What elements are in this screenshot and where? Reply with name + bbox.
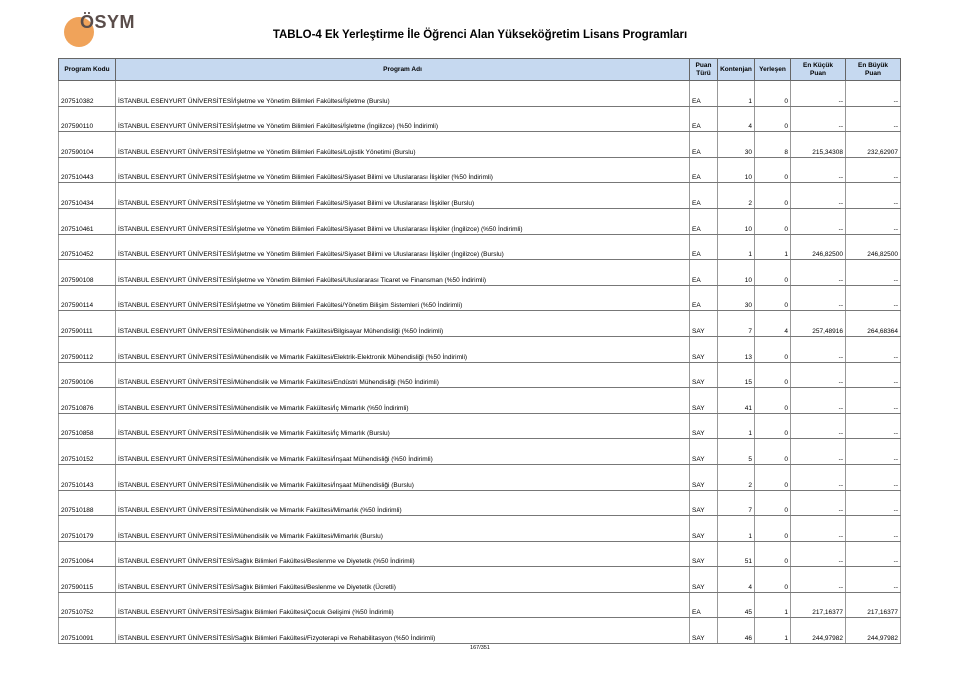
cell-program-code: 207510143 — [59, 464, 116, 490]
table-row — [59, 541, 901, 567]
cell-program-name: İSTANBUL ESENYURT ÜNİVERSİTESİ/Mühendislik ve Mimarlık Fakültesi/İç Mimarlık (Burslu) — [116, 413, 690, 439]
table-row — [59, 439, 901, 465]
cell-program-name: İSTANBUL ESENYURT ÜNİVERSİTESİ/Sağlık Bilimleri Fakültesi/Fizyoterapi ve Rehabilitasyon (%50 İndirimli) — [116, 618, 690, 644]
cell-min-score: -- — [791, 106, 846, 132]
cell-quota: 45 — [718, 592, 755, 618]
cell-program-code: 207510752 — [59, 592, 116, 618]
cell-max-score: -- — [846, 157, 901, 183]
cell-max-score: -- — [846, 490, 901, 516]
cell-program-name: İSTANBUL ESENYURT ÜNİVERSİTESİ/İşletme ve Yönetim Bilimleri Fakültesi/İşletme (İngilizce) (%50 İndirimli) — [116, 106, 690, 132]
cell-quota: 15 — [718, 362, 755, 388]
cell-score-type: SAY — [690, 541, 718, 567]
cell-program-name: İSTANBUL ESENYURT ÜNİVERSİTESİ/İşletme ve Yönetim Bilimleri Fakültesi/Yönetim Bilişim Sistemleri (%50 İndirimli) — [116, 285, 690, 311]
cell-quota: 30 — [718, 285, 755, 311]
cell-quota: 10 — [718, 208, 755, 234]
table-header-row — [59, 59, 901, 81]
header-min-line2: Puan — [810, 69, 826, 77]
cell-quota: 46 — [718, 618, 755, 644]
table-row — [59, 516, 901, 542]
page-title: TABLO-4 Ek Yerleştirme İle Öğrenci Alan Yükseköğretim Lisans Programları — [272, 29, 688, 41]
cell-max-score: 246,82500 — [846, 234, 901, 260]
cell-program-code: 207510434 — [59, 183, 116, 209]
cell-program-code: 207510179 — [59, 516, 116, 542]
cell-placed: 1 — [755, 618, 791, 644]
cell-placed: 4 — [755, 311, 791, 337]
cell-min-score: -- — [791, 81, 846, 107]
cell-program-name: İSTANBUL ESENYURT ÜNİVERSİTESİ/Mühendislik ve Mimarlık Fakültesi/İnşaat Mühendisliği (%50 İndirimli) — [116, 439, 690, 465]
cell-placed: 0 — [755, 516, 791, 542]
cell-score-type: EA — [690, 183, 718, 209]
header-max-line2: Puan — [865, 69, 881, 77]
cell-program-name: İSTANBUL ESENYURT ÜNİVERSİTESİ/Sağlık Bilimleri Fakültesi/Beslenme ve Diyetetik (%50 İndirimli) — [116, 541, 690, 567]
table-row — [59, 81, 901, 107]
cell-max-score: 264,68364 — [846, 311, 901, 337]
cell-placed: 0 — [755, 208, 791, 234]
header-max-score — [846, 59, 901, 81]
cell-min-score: 257,48916 — [791, 311, 846, 337]
cell-program-code: 207510064 — [59, 541, 116, 567]
cell-program-name: İSTANBUL ESENYURT ÜNİVERSİTESİ/İşletme ve Yönetim Bilimleri Fakültesi/Siyaset Bilimi ve Uluslararası İlişkiler (Burslu) — [116, 183, 690, 209]
table-row — [59, 388, 901, 414]
table-row — [59, 490, 901, 516]
cell-max-score: -- — [846, 439, 901, 465]
table-row — [59, 464, 901, 490]
header-program-name: Program Adı — [116, 59, 690, 81]
table-row — [59, 413, 901, 439]
cell-score-type: SAY — [690, 413, 718, 439]
cell-max-score: -- — [846, 81, 901, 107]
cell-placed: 0 — [755, 490, 791, 516]
header-max-line1: En Büyük — [858, 61, 888, 69]
cell-score-type: SAY — [690, 618, 718, 644]
cell-placed: 1 — [755, 592, 791, 618]
cell-program-code: 207590110 — [59, 106, 116, 132]
cell-quota: 5 — [718, 439, 755, 465]
cell-score-type: SAY — [690, 362, 718, 388]
cell-max-score: -- — [846, 183, 901, 209]
cell-program-name: İSTANBUL ESENYURT ÜNİVERSİTESİ/Mühendislik ve Mimarlık Fakültesi/İç Mimarlık (%50 İndirimli) — [116, 388, 690, 414]
cell-min-score: -- — [791, 464, 846, 490]
cell-quota: 2 — [718, 464, 755, 490]
cell-program-code: 207510443 — [59, 157, 116, 183]
cell-quota: 4 — [718, 106, 755, 132]
cell-min-score: -- — [791, 413, 846, 439]
cell-program-name: İSTANBUL ESENYURT ÜNİVERSİTESİ/Mühendislik ve Mimarlık Fakültesi/Bilgisayar Mühendisliği (%50 İndirimli) — [116, 311, 690, 337]
cell-program-code: 207590112 — [59, 336, 116, 362]
cell-max-score: -- — [846, 285, 901, 311]
cell-quota: 1 — [718, 81, 755, 107]
cell-program-code: 207510152 — [59, 439, 116, 465]
header-placed: Yerleşen — [755, 59, 791, 81]
cell-placed: 0 — [755, 439, 791, 465]
cell-program-code: 207510858 — [59, 413, 116, 439]
cell-program-name: İSTANBUL ESENYURT ÜNİVERSİTESİ/Sağlık Bilimleri Fakültesi/Çocuk Gelişimi (%50 İndirimli) — [116, 592, 690, 618]
cell-min-score: -- — [791, 439, 846, 465]
cell-placed: 0 — [755, 413, 791, 439]
cell-program-code: 207510382 — [59, 81, 116, 107]
cell-min-score: 215,34308 — [791, 132, 846, 158]
cell-max-score: -- — [846, 464, 901, 490]
table-row — [59, 208, 901, 234]
cell-score-type: SAY — [690, 336, 718, 362]
cell-program-name: İSTANBUL ESENYURT ÜNİVERSİTESİ/Mühendislik ve Mimarlık Fakültesi/Mimarlık (%50 İndirimli) — [116, 490, 690, 516]
cell-min-score: -- — [791, 285, 846, 311]
cell-score-type: SAY — [690, 388, 718, 414]
header-min-score — [791, 59, 846, 81]
cell-min-score: -- — [791, 183, 846, 209]
cell-placed: 1 — [755, 234, 791, 260]
cell-max-score: -- — [846, 362, 901, 388]
cell-score-type: SAY — [690, 516, 718, 542]
table-row — [59, 618, 901, 644]
table-row — [59, 157, 901, 183]
cell-placed: 0 — [755, 541, 791, 567]
cell-score-type: SAY — [690, 464, 718, 490]
cell-quota: 1 — [718, 413, 755, 439]
cell-score-type: SAY — [690, 567, 718, 593]
cell-min-score: 217,16377 — [791, 592, 846, 618]
cell-min-score: -- — [791, 157, 846, 183]
cell-max-score: -- — [846, 567, 901, 593]
cell-min-score: 244,97982 — [791, 618, 846, 644]
cell-program-name: İSTANBUL ESENYURT ÜNİVERSİTESİ/İşletme ve Yönetim Bilimleri Fakültesi/Siyaset Bilimi ve Uluslararası İlişkiler (İngilizce) (%50 İndirimli) — [116, 208, 690, 234]
cell-placed: 0 — [755, 362, 791, 388]
table-row — [59, 234, 901, 260]
cell-max-score: -- — [846, 516, 901, 542]
cell-quota: 2 — [718, 183, 755, 209]
table-row — [59, 285, 901, 311]
cell-score-type: EA — [690, 260, 718, 286]
page-number: 167/351 — [470, 645, 490, 651]
cell-score-type: SAY — [690, 439, 718, 465]
cell-max-score: -- — [846, 336, 901, 362]
cell-placed: 0 — [755, 260, 791, 286]
cell-placed: 8 — [755, 132, 791, 158]
table-row — [59, 106, 901, 132]
table-row — [59, 132, 901, 158]
cell-program-name: İSTANBUL ESENYURT ÜNİVERSİTESİ/İşletme ve Yönetim Bilimleri Fakültesi/Lojistik Yönetimi (Burslu) — [116, 132, 690, 158]
table-row — [59, 336, 901, 362]
cell-placed: 0 — [755, 464, 791, 490]
cell-min-score: -- — [791, 567, 846, 593]
cell-placed: 0 — [755, 285, 791, 311]
cell-min-score: -- — [791, 388, 846, 414]
cell-score-type: EA — [690, 106, 718, 132]
header-program-code: Program Kodu — [59, 59, 116, 81]
cell-min-score: -- — [791, 260, 846, 286]
table-row — [59, 592, 901, 618]
cell-max-score: -- — [846, 208, 901, 234]
cell-program-code: 207510452 — [59, 234, 116, 260]
cell-placed: 0 — [755, 388, 791, 414]
cell-program-name: İSTANBUL ESENYURT ÜNİVERSİTESİ/İşletme ve Yönetim Bilimleri Fakültesi/İşletme (Burslu) — [116, 81, 690, 107]
cell-quota: 41 — [718, 388, 755, 414]
cell-program-name: İSTANBUL ESENYURT ÜNİVERSİTESİ/İşletme ve Yönetim Bilimleri Fakültesi/Siyaset Bilimi ve Uluslararası İlişkiler (İngilizce) (Burslu) — [116, 234, 690, 260]
cell-program-name: İSTANBUL ESENYURT ÜNİVERSİTESİ/Mühendislik ve Mimarlık Fakültesi/İnşaat Mühendisliği (Burslu) — [116, 464, 690, 490]
cell-program-code: 207590104 — [59, 132, 116, 158]
table-row — [59, 311, 901, 337]
cell-program-name: İSTANBUL ESENYURT ÜNİVERSİTESİ/İşletme ve Yönetim Bilimleri Fakültesi/Uluslararası Ticaret ve Finansman (%50 İndirimli) — [116, 260, 690, 286]
cell-program-code: 207590115 — [59, 567, 116, 593]
table-row — [59, 183, 901, 209]
cell-score-type: SAY — [690, 490, 718, 516]
cell-score-type: EA — [690, 157, 718, 183]
logo-text: ÖSYM — [80, 12, 136, 32]
cell-score-type: EA — [690, 208, 718, 234]
cell-max-score: 217,16377 — [846, 592, 901, 618]
cell-max-score: -- — [846, 541, 901, 567]
header-score-type-line1: Puan — [695, 61, 712, 69]
cell-program-name: İSTANBUL ESENYURT ÜNİVERSİTESİ/Mühendislik ve Mimarlık Fakültesi/Elektrik-Elektronik Mühendisliği (%50 İndirimli) — [116, 336, 690, 362]
cell-placed: 0 — [755, 336, 791, 362]
table-row — [59, 362, 901, 388]
cell-quota: 10 — [718, 157, 755, 183]
cell-program-code: 207590108 — [59, 260, 116, 286]
cell-program-code: 207510188 — [59, 490, 116, 516]
cell-quota: 30 — [718, 132, 755, 158]
cell-quota: 7 — [718, 490, 755, 516]
cell-placed: 0 — [755, 183, 791, 209]
cell-min-score: -- — [791, 541, 846, 567]
cell-program-name: İSTANBUL ESENYURT ÜNİVERSİTESİ/İşletme ve Yönetim Bilimleri Fakültesi/Siyaset Bilimi ve Uluslararası İlişkiler (%50 İndirimli) — [116, 157, 690, 183]
cell-program-code: 207510091 — [59, 618, 116, 644]
cell-min-score: -- — [791, 208, 846, 234]
table-body — [59, 81, 901, 644]
cell-placed: 0 — [755, 157, 791, 183]
cell-program-code: 207590114 — [59, 285, 116, 311]
cell-max-score: -- — [846, 413, 901, 439]
cell-quota: 4 — [718, 567, 755, 593]
cell-score-type: EA — [690, 285, 718, 311]
cell-placed: 0 — [755, 567, 791, 593]
cell-max-score: -- — [846, 260, 901, 286]
header-score-type — [690, 59, 718, 81]
cell-score-type: EA — [690, 81, 718, 107]
cell-max-score: -- — [846, 106, 901, 132]
cell-program-code: 207590106 — [59, 362, 116, 388]
cell-program-code: 207510461 — [59, 208, 116, 234]
cell-score-type: EA — [690, 592, 718, 618]
cell-min-score: -- — [791, 336, 846, 362]
cell-quota: 1 — [718, 516, 755, 542]
cell-min-score: -- — [791, 362, 846, 388]
cell-score-type: SAY — [690, 311, 718, 337]
cell-program-code: 207510876 — [59, 388, 116, 414]
table-row — [59, 567, 901, 593]
header-min-line1: En Küçük — [803, 61, 833, 69]
cell-placed: 0 — [755, 106, 791, 132]
cell-quota: 51 — [718, 541, 755, 567]
cell-max-score: 232,62907 — [846, 132, 901, 158]
programs-table — [58, 58, 901, 644]
header-score-type-line2: Türü — [696, 69, 711, 77]
cell-program-name: İSTANBUL ESENYURT ÜNİVERSİTESİ/Mühendislik ve Mimarlık Fakültesi/Mimarlık (Burslu) — [116, 516, 690, 542]
cell-min-score: -- — [791, 516, 846, 542]
table-row — [59, 260, 901, 286]
cell-quota: 7 — [718, 311, 755, 337]
cell-min-score: 246,82500 — [791, 234, 846, 260]
cell-quota: 10 — [718, 260, 755, 286]
cell-max-score: -- — [846, 388, 901, 414]
cell-program-code: 207590111 — [59, 311, 116, 337]
header-quota: Kontenjan — [718, 59, 755, 81]
cell-program-name: İSTANBUL ESENYURT ÜNİVERSİTESİ/Sağlık Bilimleri Fakültesi/Beslenme ve Diyetetik (Ücretli) — [116, 567, 690, 593]
cell-quota: 13 — [718, 336, 755, 362]
cell-score-type: EA — [690, 234, 718, 260]
cell-quota: 1 — [718, 234, 755, 260]
cell-placed: 0 — [755, 81, 791, 107]
cell-program-name: İSTANBUL ESENYURT ÜNİVERSİTESİ/Mühendislik ve Mimarlık Fakültesi/Endüstri Mühendisliği (%50 İndirimli) — [116, 362, 690, 388]
cell-score-type: EA — [690, 132, 718, 158]
cell-max-score: 244,97982 — [846, 618, 901, 644]
cell-min-score: -- — [791, 490, 846, 516]
